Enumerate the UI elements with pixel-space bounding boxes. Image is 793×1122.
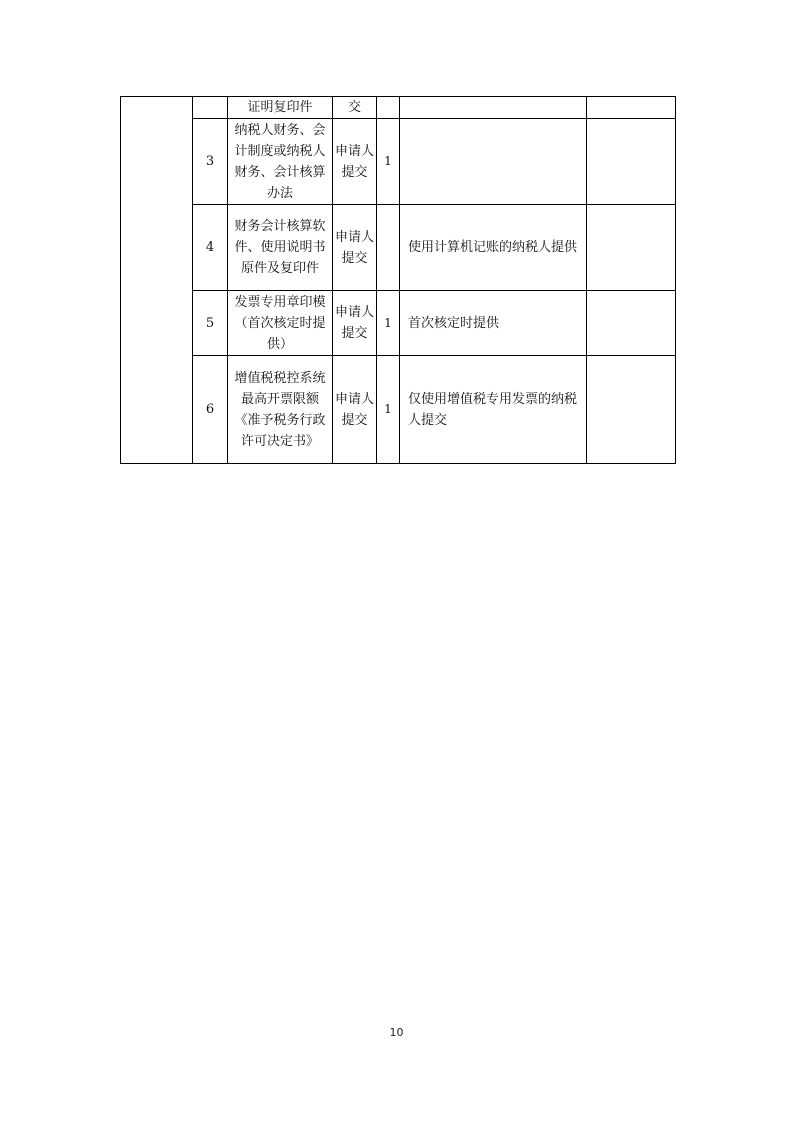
document-name: 纳税人财务、会计制度或纳税人财务、会计核算办法 — [228, 119, 333, 205]
document-name: 增值税税控系统最高开票限额《准予税务行政许可决定书》 — [228, 356, 333, 464]
table-row — [121, 291, 676, 356]
table-row — [121, 205, 676, 291]
row-number: 3 — [193, 119, 228, 205]
copy-count — [377, 97, 400, 119]
table-row — [121, 356, 676, 464]
copy-count — [377, 205, 400, 291]
document-name: 发票专用章印模（首次核定时提供） — [228, 291, 333, 356]
page-number: 10 — [389, 1026, 404, 1039]
submission-type: 交 — [333, 97, 377, 119]
note-cell — [400, 119, 587, 205]
copy-count: 1 — [377, 356, 400, 464]
remark-cell — [587, 291, 676, 356]
row-number: 4 — [193, 205, 228, 291]
copy-count: 1 — [377, 119, 400, 205]
remark-cell — [587, 97, 676, 119]
table-row — [121, 119, 676, 205]
document-table — [120, 96, 676, 464]
remark-cell — [587, 356, 676, 464]
submission-type: 申请人提交 — [333, 356, 377, 464]
row-number: 5 — [193, 291, 228, 356]
remark-cell — [587, 205, 676, 291]
submission-type: 申请人提交 — [333, 291, 377, 356]
note-cell — [400, 97, 587, 119]
note-cell: 仅使用增值税专用发票的纳税人提交 — [400, 356, 587, 464]
submission-type: 申请人提交 — [333, 119, 377, 205]
note-cell: 使用计算机记账的纳税人提供 — [400, 205, 587, 291]
note-cell: 首次核定时提供 — [400, 291, 587, 356]
row-number — [193, 97, 228, 119]
category-cell — [121, 97, 193, 464]
row-number: 6 — [193, 356, 228, 464]
copy-count: 1 — [377, 291, 400, 356]
document-name: 财务会计核算软件、使用说明书原件及复印件 — [228, 205, 333, 291]
remark-cell — [587, 119, 676, 205]
document-name: 证明复印件 — [228, 97, 333, 119]
submission-type: 申请人提交 — [333, 205, 377, 291]
table-row — [121, 97, 676, 119]
